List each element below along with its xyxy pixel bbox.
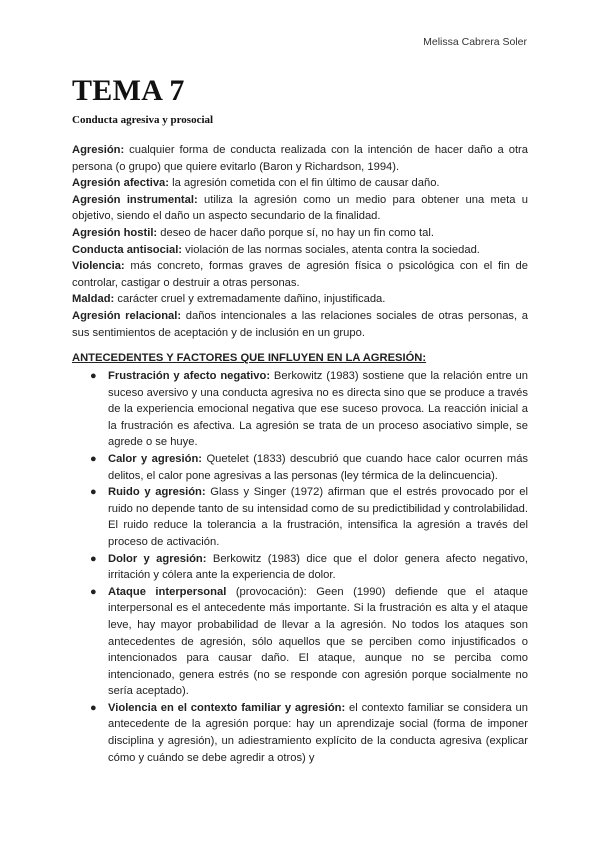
list-item [90, 584, 528, 700]
definition-item [72, 308, 528, 341]
definition-item [72, 225, 528, 242]
definition-term: Agresión: [72, 144, 125, 156]
definition-item [72, 242, 528, 259]
definition-term: Violencia: [72, 260, 125, 273]
definition-term: Agresión hostil: [72, 226, 158, 239]
factor-term: Ataque interpersonal [108, 585, 227, 598]
definition-text: utiliza la agresión como un medio para obtener una meta u objetivo, siendo el daño un aspecto secundario de la finalidad. [72, 193, 528, 223]
definition-term: Agresión afectiva: [72, 177, 169, 190]
definition-text: carácter cruel y extremadamente dañino, injustificada. [114, 293, 386, 306]
factors-list [90, 368, 528, 766]
factor-term: Calor y agresión: [108, 452, 203, 465]
bullet-icon: ● [90, 370, 97, 382]
definition-text: la agresión cometida con el fin último de causar daño. [169, 177, 440, 190]
factor-text: (provocación): Geen (1990) defiende que el ataque interpersonal es el antecedente más importante. Si la frustración es alta y el ataque leve, hay mayor probabilidad de llevar a la agresión. No todos los ataques son antecedentes de agresión, sólo aquellos que se perciben como injustificados o intencionados para causar daño. El ataque, aunque no se perciba como intencionado, genera estrés (no se responde con agresión porque socialmente no sería aceptado). [108, 585, 528, 698]
definition-item [72, 291, 528, 308]
factor-text: Quetelet (1833) descubrió que cuando hace calor ocurren más delitos, el calor pone agresivas a las personas (ley térmica de la delincuencia). [108, 452, 529, 482]
definition-term: Conducta antisocial: [72, 243, 183, 256]
definition-term: Maldad: [72, 293, 115, 306]
factor-term: Frustración y afecto negativo: [108, 370, 271, 382]
page-title: TEMA 7 [72, 74, 185, 107]
list-item [90, 368, 528, 451]
definition-text: cualquier forma de conducta realizada con la intención de hacer daño a otra persona (o grupo) que quiere evitarlo (Baron y Richardson, 1994). [72, 144, 528, 173]
definition-term: Agresión relacional: [72, 309, 182, 322]
definition-item [72, 175, 528, 192]
definition-text: violación de las normas sociales, atenta contra la sociedad. [182, 243, 480, 256]
definition-item [72, 142, 528, 175]
definition-term: Agresión instrumental: [72, 193, 198, 206]
factor-text: Berkowitz (1983) sostiene que la relación entre un suceso aversivo y una conducta agresiva no es directa sino que se produce a través de la experiencia emocional negativa que ese suceso provoca. La reacción inicial a la frustración es afectiva. La agresión se trata de un proceso asociativo simple, se agrede o se huye. [108, 370, 528, 449]
bullet-icon: ● [90, 585, 97, 598]
bullet-icon: ● [90, 486, 97, 499]
factor-term: Dolor y agresión: [108, 552, 207, 565]
definitions-list [72, 142, 528, 341]
bullet-icon: ● [90, 552, 97, 565]
list-item [90, 484, 528, 550]
factor-text: el contexto familiar se considera un antecedente de la agresión porque: hay un aprendizaje social (forma de imponer disciplina y agresión), un adiestramiento explícito de la conducta agresiva (explicar cómo y cuándo se debe agredir a otros) y [108, 701, 528, 764]
factor-term: Ruido y agresión: [108, 486, 206, 499]
bullet-icon: ● [90, 452, 97, 465]
factor-text: Berkowitz (1983) dice que el dolor genera afecto negativo, irritación y cólera ante la experiencia de dolor. [108, 552, 528, 582]
page-subtitle: Conducta agresiva y prosocial [72, 114, 214, 126]
bullet-icon: ● [90, 701, 97, 714]
factor-text: Glass y Singer (1972) afirman que el estrés provocado por el ruido no depende tanto de su intensidad como de su predictibilidad y controlabilidad. El ruido reduce la tolerancia a la frustración, intensifica la agresión a través del proceso de activación. [108, 486, 528, 548]
definition-item [72, 258, 528, 291]
list-item [90, 700, 528, 766]
section-heading: ANTECEDENTES Y FACTORES QUE INFLUYEN EN LA AGRESIÓN: [72, 352, 427, 364]
definition-text: deseo de hacer daño porque sí, no hay un fin como tal. [157, 226, 434, 239]
factor-term: Violencia en el contexto familiar y agresión: [108, 701, 346, 714]
author-name: Melissa Cabrera Soler [423, 36, 527, 48]
list-item [90, 551, 528, 584]
definition-item [72, 192, 528, 225]
list-item [90, 451, 528, 484]
definition-text: más concreto, formas graves de agresión física o psicológica con el fin de controlar, castigar o destruir a otras personas. [72, 260, 528, 289]
definition-text: daños intencionales a las relaciones sociales de otras personas, a sus sentimientos de aceptación y de inclusión en un grupo. [72, 309, 528, 339]
